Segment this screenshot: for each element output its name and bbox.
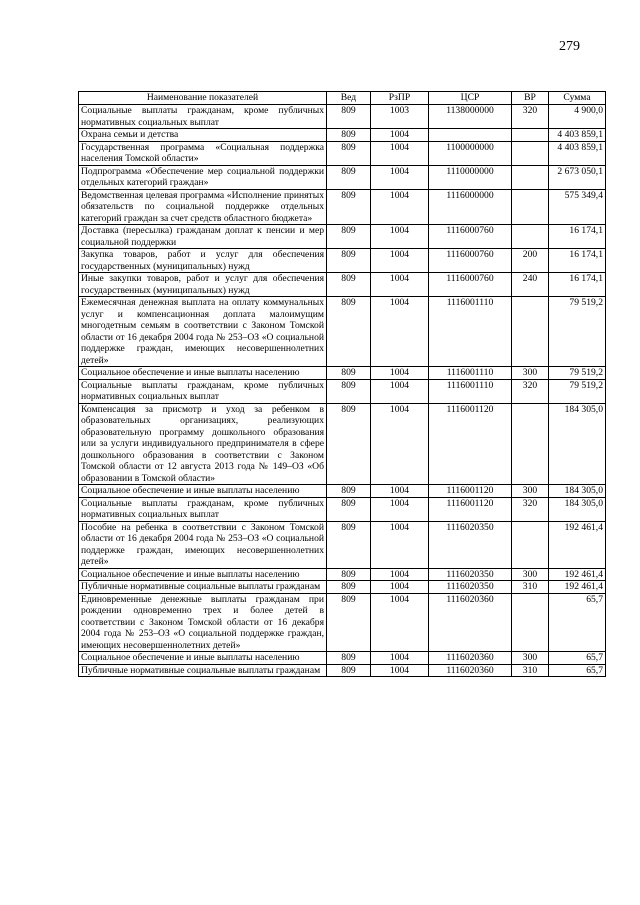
cell-ved: 809 — [327, 225, 371, 249]
cell-ved: 809 — [327, 297, 371, 367]
cell-vr: 300 — [512, 367, 549, 380]
header-ved: Вед — [327, 92, 371, 105]
cell-rzpr: 1004 — [371, 403, 429, 485]
cell-ved: 809 — [327, 105, 371, 129]
table-body — [79, 105, 606, 677]
cell-sum: 4 403 859,1 — [549, 129, 606, 142]
cell-rzpr: 1004 — [371, 664, 429, 677]
cell-name: Ежемесячная денежная выплата на оплату коммунальных услуг и компенсационная доплата малоимущим многодетным семьям в соответствии с Законом Томской области от 16 декабря 2004 года № 253–ОЗ «О социальной поддержке граждан, имеющих несовершеннолетних детей» — [79, 297, 327, 367]
table-row — [79, 568, 606, 581]
table-header-row — [79, 92, 606, 105]
cell-sum: 2 673 050,1 — [549, 165, 606, 189]
cell-sum: 16 174,1 — [549, 225, 606, 249]
cell-rzpr: 1004 — [371, 129, 429, 142]
cell-name: Государственная программа «Социальная поддержка населения Томской области» — [79, 141, 327, 165]
cell-csr: 1116020350 — [429, 568, 512, 581]
cell-csr: 1110000000 — [429, 165, 512, 189]
cell-csr: 1138000000 — [429, 105, 512, 129]
cell-csr: 1116000760 — [429, 273, 512, 297]
cell-rzpr: 1004 — [371, 485, 429, 498]
cell-vr: 310 — [512, 581, 549, 594]
cell-vr: 310 — [512, 664, 549, 677]
cell-rzpr: 1004 — [371, 367, 429, 380]
cell-rzpr: 1004 — [371, 593, 429, 652]
cell-csr: 1116020350 — [429, 581, 512, 594]
cell-sum: 192 461,4 — [549, 521, 606, 568]
cell-sum: 4 403 859,1 — [549, 141, 606, 165]
table-row — [79, 581, 606, 594]
cell-csr: 1116000760 — [429, 249, 512, 273]
cell-csr — [429, 129, 512, 142]
cell-ved: 809 — [327, 403, 371, 485]
cell-vr — [512, 189, 549, 225]
cell-rzpr: 1004 — [371, 297, 429, 367]
table-row — [79, 189, 606, 225]
cell-ved: 809 — [327, 273, 371, 297]
cell-name: Публичные нормативные социальные выплаты гражданам — [79, 581, 327, 594]
cell-vr: 320 — [512, 379, 549, 403]
cell-name: Публичные нормативные социальные выплаты гражданам — [79, 664, 327, 677]
cell-rzpr: 1004 — [371, 568, 429, 581]
header-vr: ВР — [512, 92, 549, 105]
cell-name: Компенсация за присмотр и уход за ребенком в образовательных организациях, реализующих образовательную программу дошкольного образования или за услуги индивидуального предпринимателя в сфере дошкольного образования в соответствии с Законом Томской области от 12 августа 2013 года № 149–ОЗ «Об образовании в Томской области» — [79, 403, 327, 485]
table-row — [79, 225, 606, 249]
cell-vr: 300 — [512, 485, 549, 498]
table-row — [79, 593, 606, 652]
cell-sum: 184 305,0 — [549, 497, 606, 521]
cell-rzpr: 1004 — [371, 497, 429, 521]
cell-vr — [512, 403, 549, 485]
cell-rzpr: 1004 — [371, 249, 429, 273]
cell-name: Социальные выплаты гражданам, кроме публичных нормативных социальных выплат — [79, 379, 327, 403]
cell-sum: 79 519,2 — [549, 379, 606, 403]
cell-name: Социальное обеспечение и иные выплаты населению — [79, 367, 327, 380]
table-row — [79, 165, 606, 189]
cell-csr: 1116001110 — [429, 297, 512, 367]
cell-ved: 809 — [327, 165, 371, 189]
cell-sum: 16 174,1 — [549, 249, 606, 273]
cell-csr: 1116020350 — [429, 521, 512, 568]
cell-name: Доставка (пересылка) гражданам доплат к пенсии и мер социальной поддержки — [79, 225, 327, 249]
cell-sum: 184 305,0 — [549, 485, 606, 498]
cell-sum: 575 349,4 — [549, 189, 606, 225]
table-row — [79, 664, 606, 677]
cell-sum: 65,7 — [549, 593, 606, 652]
cell-rzpr: 1004 — [371, 225, 429, 249]
table-row — [79, 297, 606, 367]
table-row — [79, 521, 606, 568]
cell-vr — [512, 521, 549, 568]
cell-csr: 1116020360 — [429, 652, 512, 665]
cell-name: Социальное обеспечение и иные выплаты населению — [79, 568, 327, 581]
cell-ved: 809 — [327, 664, 371, 677]
table-row — [79, 497, 606, 521]
cell-ved: 809 — [327, 249, 371, 273]
table-row — [79, 485, 606, 498]
cell-sum: 192 461,4 — [549, 581, 606, 594]
cell-name: Подпрограмма «Обеспечение мер социальной поддержки отдельных категорий граждан» — [79, 165, 327, 189]
cell-rzpr: 1004 — [371, 379, 429, 403]
cell-name: Иные закупки товаров, работ и услуг для обеспечения государственных (муниципальных) нужд — [79, 273, 327, 297]
cell-rzpr: 1004 — [371, 521, 429, 568]
cell-ved: 809 — [327, 379, 371, 403]
cell-name: Единовременные денежные выплаты гражданам при рождении одновременно трех и более детей в соответствии с Законом Томской области от 16 декабря 2004 года № 253–ОЗ «О социальной поддержке граждан, имеющих несовершеннолетних детей» — [79, 593, 327, 652]
cell-sum: 4 900,0 — [549, 105, 606, 129]
table-row — [79, 273, 606, 297]
cell-ved: 809 — [327, 189, 371, 225]
cell-sum: 192 461,4 — [549, 568, 606, 581]
cell-csr: 1116000000 — [429, 189, 512, 225]
cell-name: Пособие на ребенка в соответствии с Законом Томской области от 16 декабря 2004 года № 253–ОЗ «О социальной поддержке граждан, имеющих несовершеннолетних детей» — [79, 521, 327, 568]
cell-csr: 1116001110 — [429, 367, 512, 380]
cell-rzpr: 1003 — [371, 105, 429, 129]
header-rzpr: РзПР — [371, 92, 429, 105]
budget-table — [78, 91, 606, 677]
cell-csr: 1116020360 — [429, 664, 512, 677]
cell-sum: 184 305,0 — [549, 403, 606, 485]
table-row — [79, 249, 606, 273]
cell-rzpr: 1004 — [371, 652, 429, 665]
cell-ved: 809 — [327, 521, 371, 568]
cell-ved: 809 — [327, 652, 371, 665]
cell-name: Социальные выплаты гражданам, кроме публичных нормативных социальных выплат — [79, 105, 327, 129]
table-row — [79, 652, 606, 665]
cell-sum: 65,7 — [549, 664, 606, 677]
cell-vr — [512, 297, 549, 367]
table-row — [79, 403, 606, 485]
cell-name: Закупка товаров, работ и услуг для обеспечения государственных (муниципальных) нужд — [79, 249, 327, 273]
cell-csr: 1116001110 — [429, 379, 512, 403]
cell-name: Охрана семьи и детства — [79, 129, 327, 142]
cell-vr: 240 — [512, 273, 549, 297]
cell-csr: 1116020360 — [429, 593, 512, 652]
table-row — [79, 129, 606, 142]
cell-csr: 1116001120 — [429, 497, 512, 521]
cell-ved: 809 — [327, 581, 371, 594]
cell-rzpr: 1004 — [371, 273, 429, 297]
cell-vr: 200 — [512, 249, 549, 273]
cell-ved: 809 — [327, 593, 371, 652]
cell-csr: 1116001120 — [429, 485, 512, 498]
page-number: 279 — [559, 39, 580, 54]
cell-vr — [512, 165, 549, 189]
cell-vr — [512, 141, 549, 165]
header-csr: ЦСР — [429, 92, 512, 105]
cell-ved: 809 — [327, 485, 371, 498]
cell-csr: 1100000000 — [429, 141, 512, 165]
header-name: Наименование показателей — [79, 92, 327, 105]
cell-vr: 320 — [512, 497, 549, 521]
cell-name: Социальные выплаты гражданам, кроме публичных нормативных социальных выплат — [79, 497, 327, 521]
cell-rzpr: 1004 — [371, 165, 429, 189]
table-row — [79, 105, 606, 129]
cell-name: Ведомственная целевая программа «Исполнение принятых обязательств по социальной поддержке отдельных категорий граждан за счет средств областного бюджета» — [79, 189, 327, 225]
table-row — [79, 379, 606, 403]
cell-sum: 79 519,2 — [549, 367, 606, 380]
cell-vr — [512, 129, 549, 142]
cell-vr: 300 — [512, 652, 549, 665]
cell-ved: 809 — [327, 141, 371, 165]
cell-sum: 79 519,2 — [549, 297, 606, 367]
cell-rzpr: 1004 — [371, 581, 429, 594]
cell-sum: 16 174,1 — [549, 273, 606, 297]
cell-rzpr: 1004 — [371, 189, 429, 225]
cell-csr: 1116001120 — [429, 403, 512, 485]
cell-name: Социальное обеспечение и иные выплаты населению — [79, 652, 327, 665]
table-row — [79, 141, 606, 165]
cell-name: Социальное обеспечение и иные выплаты населению — [79, 485, 327, 498]
cell-ved: 809 — [327, 129, 371, 142]
cell-ved: 809 — [327, 568, 371, 581]
cell-rzpr: 1004 — [371, 141, 429, 165]
table-row — [79, 367, 606, 380]
cell-vr — [512, 593, 549, 652]
cell-ved: 809 — [327, 497, 371, 521]
cell-vr — [512, 225, 549, 249]
cell-vr: 300 — [512, 568, 549, 581]
cell-ved: 809 — [327, 367, 371, 380]
cell-sum: 65,7 — [549, 652, 606, 665]
cell-vr: 320 — [512, 105, 549, 129]
cell-csr: 1116000760 — [429, 225, 512, 249]
header-sum: Сумма — [549, 92, 606, 105]
